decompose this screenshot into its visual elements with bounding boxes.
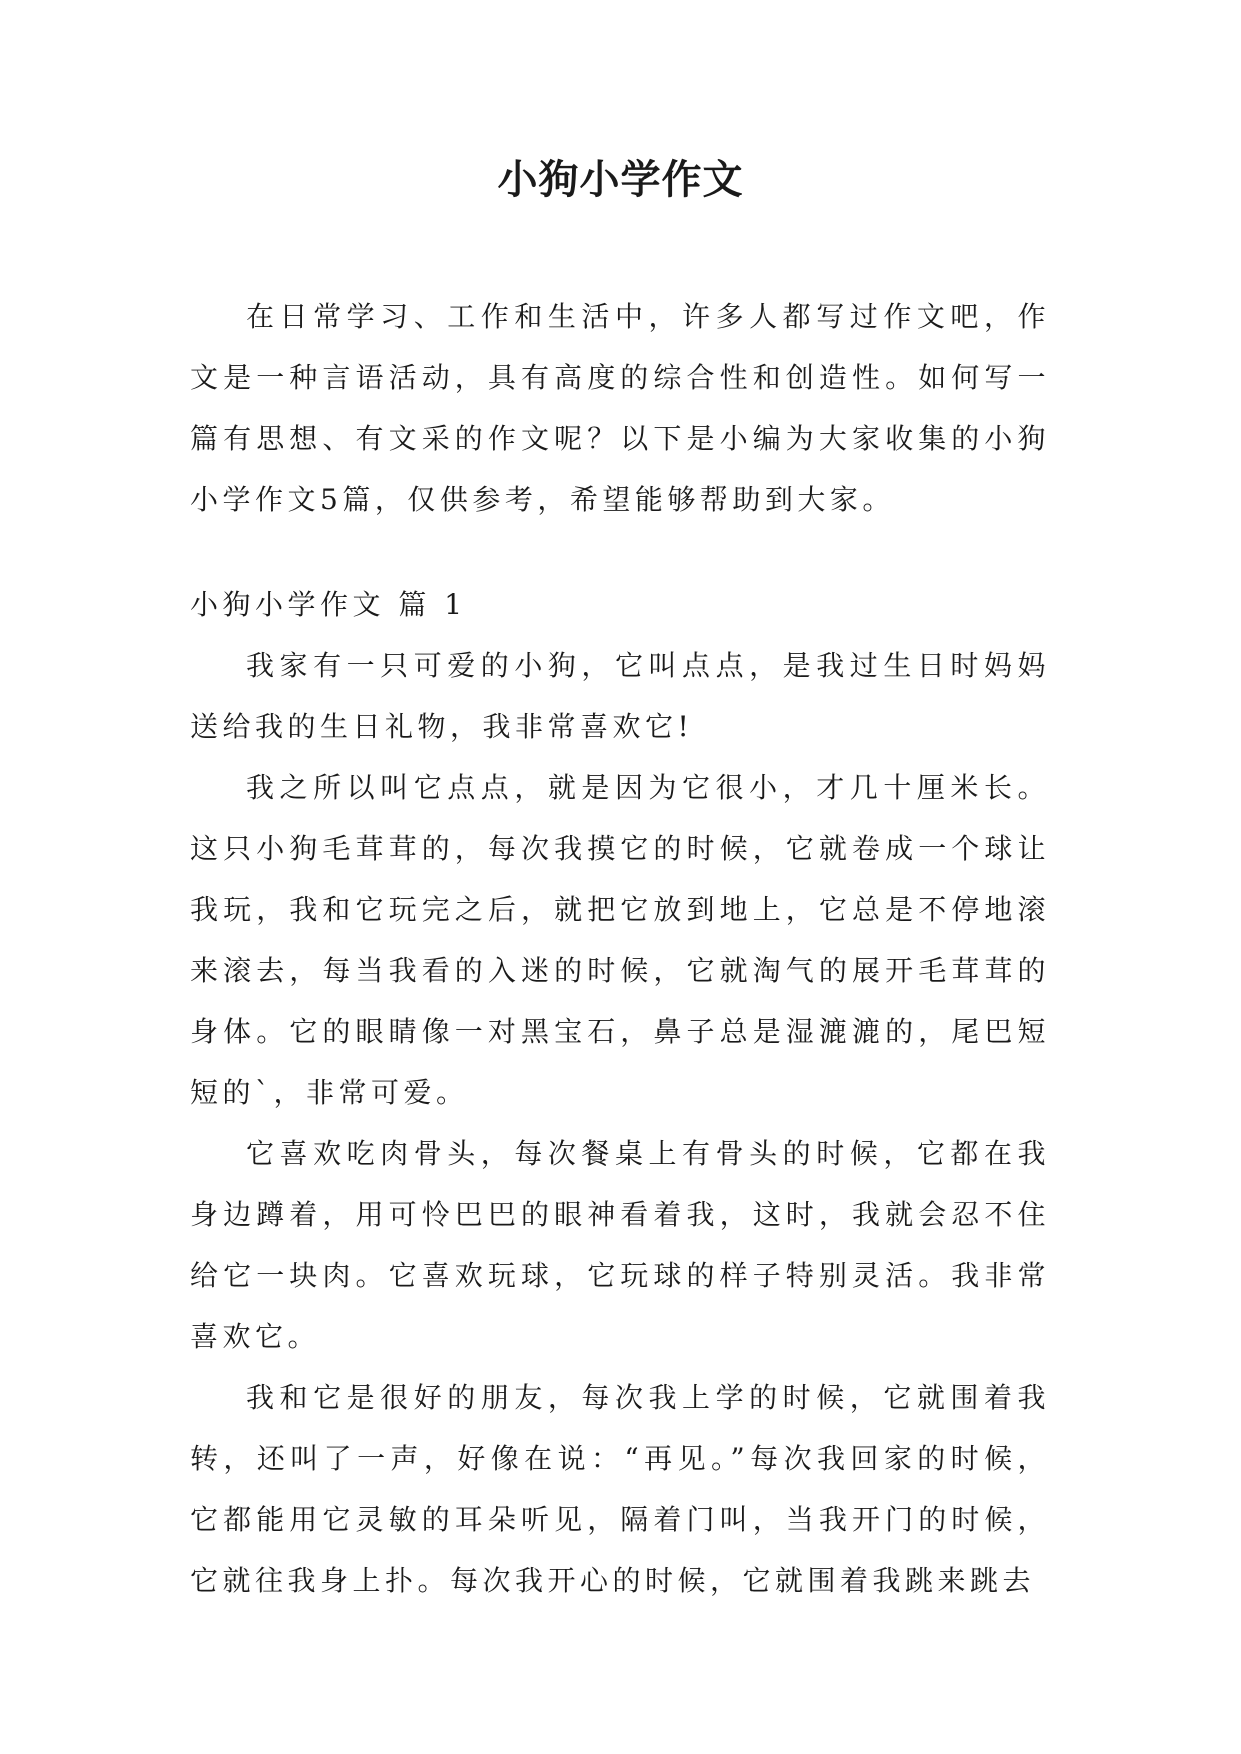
body-paragraph: 我之所以叫它点点，就是因为它很小，才几十厘米长。这只小狗毛茸茸的，每次我摸它的时候，它就卷成一个球让我玩，我和它玩完之后，就把它放到地上，它总是不停地滚来滚去，每当我看的入迷的时候，它就淘气的展开毛茸茸的身体。它的眼睛像一对黑宝石，鼻子总是湿漉漉的，尾巴短短的`，非常可爱。 — [190, 771, 1050, 1109]
document-title: 小狗小学作文 — [497, 156, 744, 203]
body-paragraph: 我和它是很好的朋友，每次我上学的时候，它就围着我转，还叫了一声，好像在说：“再见。”每次我回家的时候，它都能用它灵敏的耳朵听见，隔着门叫，当我开门的时候，它就往我身上扑。每次我开心的时候，它就围着我跳来跳去 — [190, 1381, 1050, 1597]
intro-paragraph: 在日常学习、工作和生活中，许多人都写过作文吧，作文是一种言语活动，具有高度的综合性和创造性。如何写一篇有思想、有文采的作文呢？以下是小编为大家收集的小狗小学作文5篇，仅供参考，希望能够帮助到大家。 — [190, 300, 1050, 516]
section-heading: 小狗小学作文 篇 1 — [190, 588, 467, 621]
body-paragraph: 我家有一只可爱的小狗，它叫点点，是我过生日时妈妈送给我的生日礼物，我非常喜欢它! — [190, 649, 1050, 743]
body-paragraph: 它喜欢吃肉骨头，每次餐桌上有骨头的时候，它都在我身边蹲着，用可怜巴巴的眼神看着我，这时，我就会忍不住给它一块肉。它喜欢玩球，它玩球的样子特别灵活。我非常喜欢它。 — [190, 1137, 1050, 1353]
document-body — [190, 286, 1050, 1611]
